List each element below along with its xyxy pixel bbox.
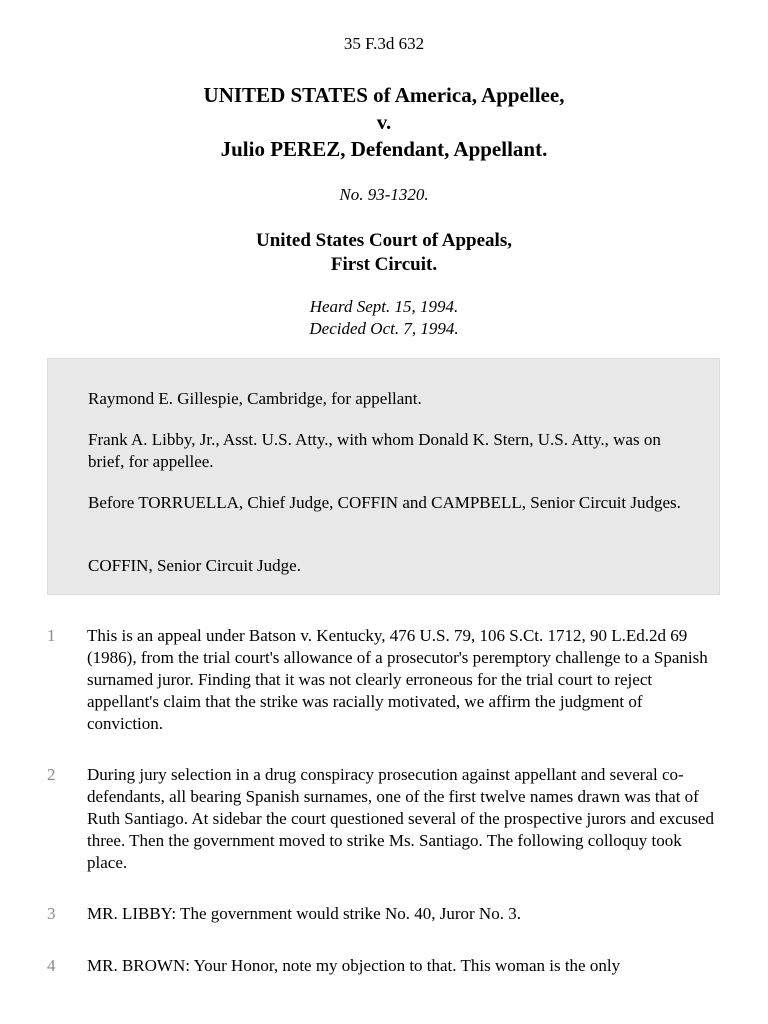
docket-number: No. 93-1320.: [339, 185, 429, 204]
paragraph-number: 4: [47, 956, 56, 975]
case-dates: [0, 296, 768, 340]
case-title-line1: UNITED STATES of America, Appellee,: [203, 83, 565, 107]
paragraph-text: MR. BROWN: Your Honor, note my objection to that. This woman is the only: [87, 956, 621, 975]
paragraph-text: This is an appeal under Batson v. Kentucky, 476 U.S. 79, 106 S.Ct. 1712, 90 L.Ed.2d 69 (1986), from the trial court's allowance of a prosecutor's peremptory challenge to a Spanish surnamed juror. Finding that it was not clearly erroneous for the trial court to reject appellant's claim that the strike was racially motivated, we affirm the judgment of conviction.: [87, 626, 708, 733]
panel-judges: Before TORRUELLA, Chief Judge, COFFIN and CAMPBELL, Senior Circuit Judges.: [88, 493, 681, 512]
decided-date: Decided Oct. 7, 1994.: [309, 319, 459, 338]
court-name-line2: First Circuit.: [330, 254, 438, 275]
paragraph-text: MR. LIBBY: The government would strike No. 40, Juror No. 3.: [87, 904, 521, 923]
case-title-line3: Julio PEREZ, Defendant, Appellant.: [220, 137, 548, 161]
counsel-appellee: Frank A. Libby, Jr., Asst. U.S. Atty., with whom Donald K. Stern, U.S. Atty., was on brief, for appellee.: [88, 430, 661, 471]
citation: 35 F.3d 632: [343, 34, 425, 53]
court-name-line1: United States Court of Appeals,: [256, 230, 512, 251]
paragraph-text: During jury selection in a drug conspiracy prosecution against appellant and several co-defendants, all bearing Spanish surnames, one of the first twelve names drawn was that of Ruth Santiago. At sidebar the court questioned several of the prospective jurors and excused three. Then the government moved to strike Ms. Santiago. The following colloquy took place.: [87, 765, 714, 872]
paragraph-number: 2: [47, 765, 56, 784]
counsel-appellant: Raymond E. Gillespie, Cambridge, for appellant.: [88, 389, 422, 408]
counsel-box: [47, 358, 720, 595]
case-title: [0, 82, 768, 163]
paragraph-number: 3: [47, 904, 56, 923]
heard-date: Heard Sept. 15, 1994.: [309, 297, 459, 316]
case-title-line2: v.: [376, 110, 392, 134]
court-name: [0, 229, 768, 277]
opinion-author: COFFIN, Senior Circuit Judge.: [88, 556, 301, 575]
paragraph-number: 1: [47, 626, 56, 645]
